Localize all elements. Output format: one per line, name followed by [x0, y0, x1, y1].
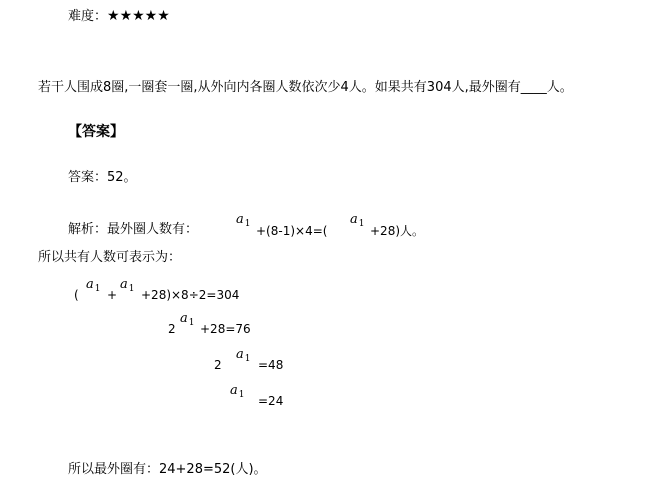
eq1-rest: +28)×8÷2=304	[141, 288, 240, 302]
answer-header: 【答案】	[68, 124, 124, 140]
answer-line: 答案：52。	[68, 170, 137, 185]
analysis-label: 解析：最外圈人数有：	[68, 222, 199, 237]
conclusion-text: 所以最外圈有：24+28=52(人)。	[68, 462, 267, 477]
analysis-part2: +28)人。	[370, 224, 425, 238]
total-intro: 所以共有人数可表示为：	[38, 250, 182, 265]
eq3-rest: =48	[258, 358, 284, 372]
question-text: 若干人围成8圈,一圈套一圈,从外向内各圈人数依次少4人。如果共有304人,最外圈有____人。	[38, 80, 573, 95]
variable-a1: $a_1$	[120, 277, 135, 294]
eq2-coef: 2	[168, 322, 176, 336]
eq4-rest: =24	[258, 394, 284, 408]
eq1-plus: +	[107, 288, 118, 302]
eq3-coef: 2	[214, 358, 222, 372]
eq1-open: (	[74, 288, 79, 302]
variable-a1: $a_1$	[86, 277, 101, 294]
difficulty-stars: ★★★★★	[107, 8, 170, 24]
eq2-rest: +28=76	[200, 322, 251, 336]
analysis-part1: +(8-1)×4=(	[256, 224, 328, 238]
variable-a1: $a_1$	[230, 383, 245, 400]
variable-a1: $a_1$	[236, 347, 251, 364]
variable-a1: $a_1$	[236, 212, 251, 229]
variable-a1: $a_1$	[350, 212, 365, 229]
difficulty-row	[68, 8, 170, 25]
difficulty-label: 难度：	[68, 9, 108, 24]
variable-a1: $a_1$	[180, 311, 195, 328]
